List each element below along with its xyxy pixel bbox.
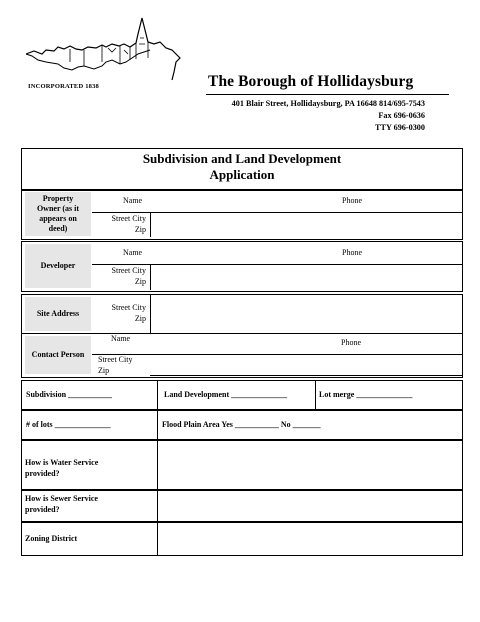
water-service-label: How is Water Service provided? <box>25 458 99 478</box>
site-address-label: Site Address <box>25 297 91 331</box>
contact-zip-label: Zip <box>98 366 110 375</box>
site-zip-label: Zip <box>134 314 146 323</box>
owner-phone-label: Phone <box>342 196 362 205</box>
site-contact-divider <box>22 333 463 334</box>
developer-phone-label: Phone <box>342 248 362 257</box>
borough-name: The Borough of Hollidaysburg <box>208 73 414 90</box>
header-rule <box>206 94 449 95</box>
developer-street-label: Street City <box>111 266 146 275</box>
site-address-field[interactable] <box>151 295 462 333</box>
flood-plain-field[interactable]: Flood Plain Area Yes ___________ No _______ <box>162 420 321 429</box>
owner-name-label: Name <box>123 196 143 205</box>
owner-street-label: Street City <box>111 214 146 223</box>
lot-merge-field[interactable]: Lot merge ______________ <box>319 390 413 399</box>
form-title-line2: Application <box>209 166 275 182</box>
type-divider-1 <box>157 380 158 410</box>
form-title-line1: Subdivision and Land Development <box>142 151 342 166</box>
incorporated-text: INCORPORATED 1838 <box>28 83 99 90</box>
land-development-field[interactable]: Land Development ______________ <box>164 390 288 399</box>
form-title <box>21 148 463 190</box>
borough-skyline-logo <box>24 14 184 84</box>
zoning-district-answer[interactable] <box>157 522 462 556</box>
sewer-service-label: How is Sewer Service provided? <box>25 494 98 514</box>
num-lots-field[interactable]: # of lots ______________ <box>26 420 111 429</box>
address-line: 401 Blair Street, Hollidaysburg, PA 16648 814/695-7543 <box>231 99 425 108</box>
sewer-service-answer[interactable] <box>157 490 462 522</box>
owner-address-field[interactable] <box>151 213 462 237</box>
owner-zip-label: Zip <box>134 225 146 234</box>
site-street-label: Street City <box>111 303 146 312</box>
lots-divider <box>157 410 158 440</box>
developer-label: Developer <box>25 244 91 288</box>
contact-name-label: Name <box>111 334 131 343</box>
contact-person-label: Contact Person <box>25 336 91 374</box>
developer-address-field[interactable] <box>151 265 462 290</box>
contact-address-field[interactable] <box>150 355 462 376</box>
water-service-answer[interactable] <box>157 440 462 490</box>
property-owner-label: Property Owner (as it appears on deed) <box>25 192 91 236</box>
contact-street-label: Street City <box>98 355 133 364</box>
contact-phone-label: Phone <box>341 338 361 347</box>
fax-line: Fax 696-0636 <box>378 111 425 120</box>
developer-zip-label: Zip <box>134 277 146 286</box>
subdivision-field[interactable]: Subdivision ___________ <box>26 390 113 399</box>
zoning-district-label: Zoning District <box>25 534 78 543</box>
developer-name-label: Name <box>123 248 143 257</box>
type-divider-2 <box>315 380 316 410</box>
tty-line: TTY 696-0300 <box>375 123 425 132</box>
